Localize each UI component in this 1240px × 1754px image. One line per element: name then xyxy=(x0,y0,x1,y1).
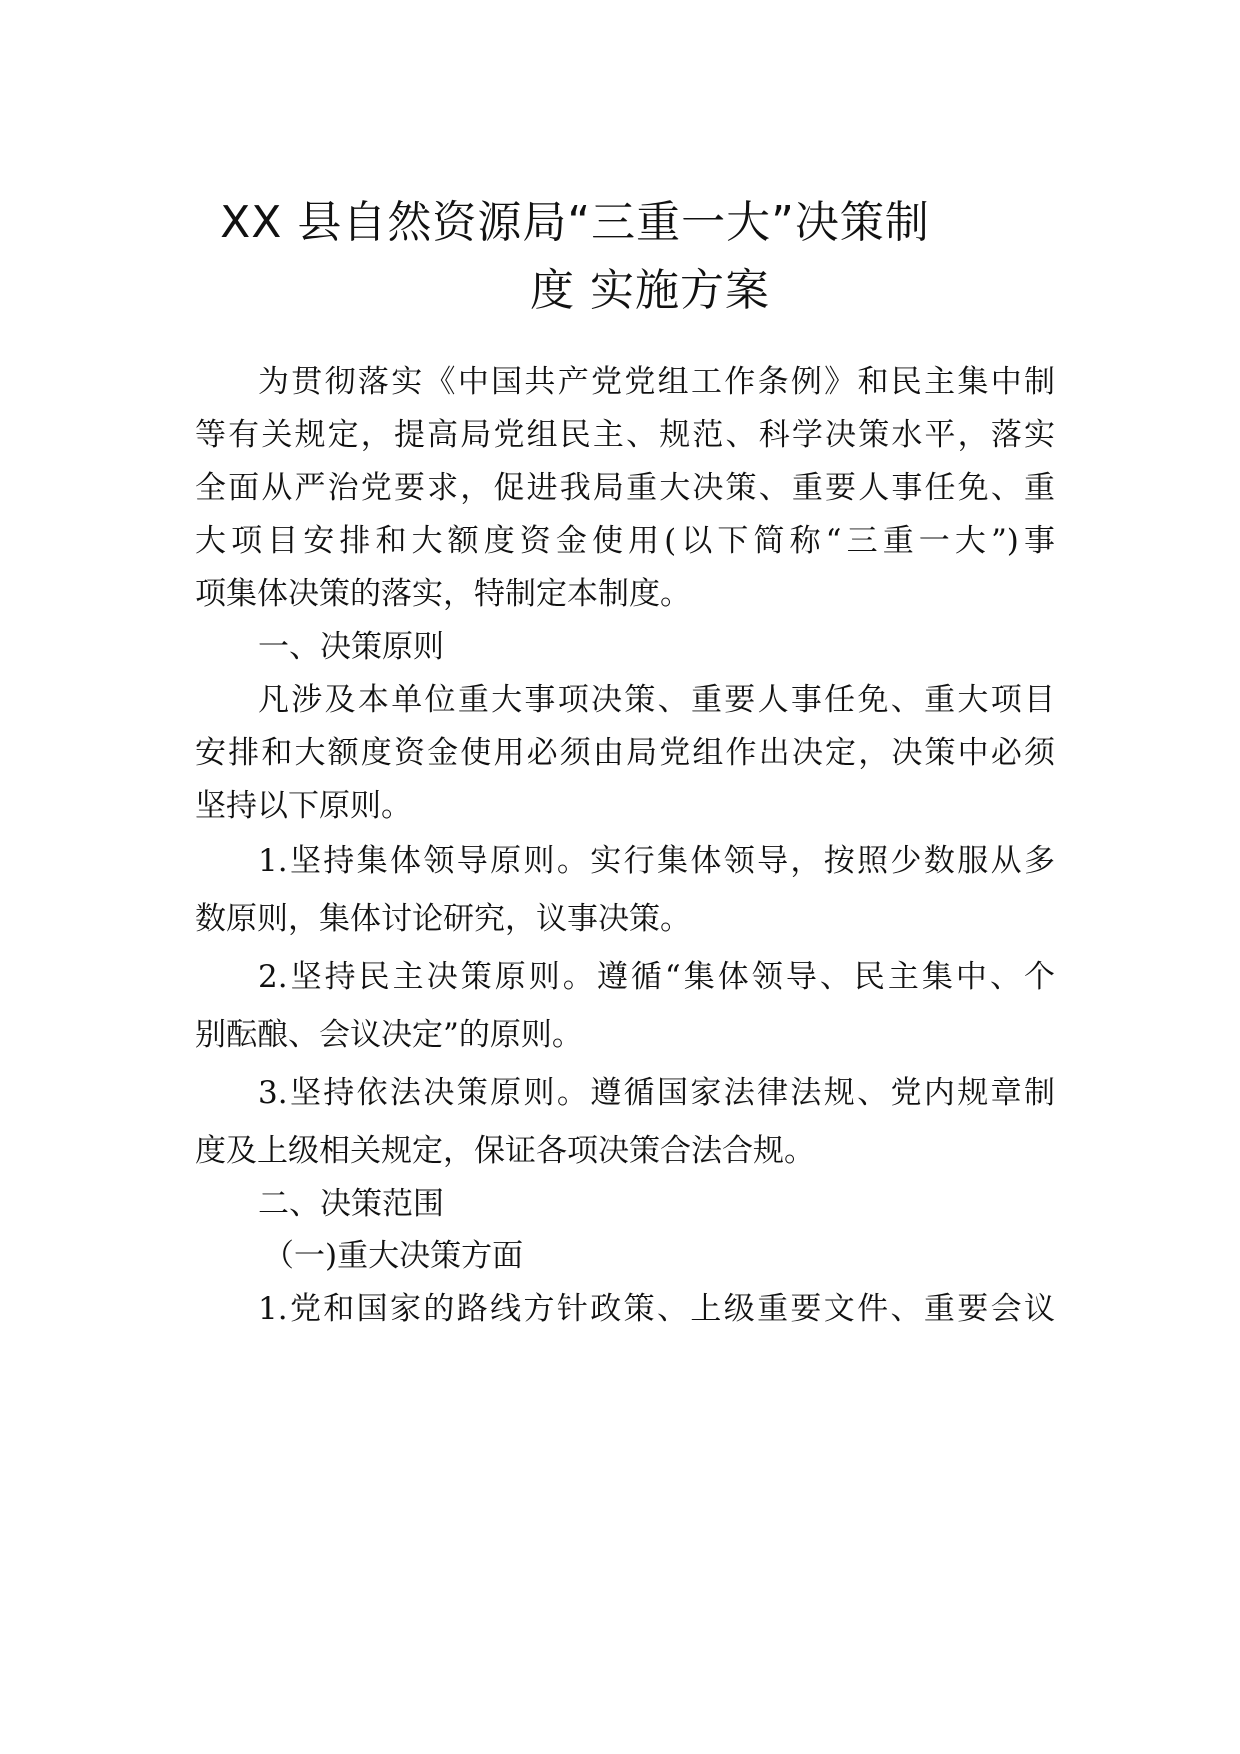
paragraph-line: 项集体决策的落实，特制定本制度。 xyxy=(195,576,691,612)
paragraph-line: 安排和大额度资金使用必须由局党组作出决定，决策中必须 xyxy=(195,735,1055,771)
list-item-line: 3.坚持依法决策原则。遵循国家法律法规、党内规章制 xyxy=(258,1075,1055,1111)
document-title-line-1: XX 县自然资源局“三重一大”决策制 xyxy=(220,197,930,248)
list-item-line: 1.党和国家的路线方针政策、上级重要文件、重要会议 xyxy=(258,1291,1055,1327)
paragraph-line: 坚持以下原则。 xyxy=(195,788,412,824)
paragraph-line: 等有关规定，提高局党组民主、规范、科学决策水平，落实 xyxy=(195,417,1055,453)
section-heading: 一、决策原则 xyxy=(258,629,444,665)
paragraph-line: 大项目安排和大额度资金使用(以下简称“三重一大”)事 xyxy=(195,523,1055,559)
paragraph-line: 凡涉及本单位重大事项决策、重要人事任免、重大项目 xyxy=(258,682,1055,718)
paragraph-line: 全面从严治党要求，促进我局重大决策、重要人事任免、重 xyxy=(195,470,1055,506)
list-item-line: 度及上级相关规定，保证各项决策合法合规。 xyxy=(195,1133,815,1169)
document-title-line-2: 度 实施方案 xyxy=(530,265,770,316)
list-item-line: 数原则，集体讨论研究，议事决策。 xyxy=(195,901,691,937)
paragraph-line: 为贯彻落实《中国共产党党组工作条例》和民主集中制 xyxy=(258,364,1055,400)
subsection-heading: （一)重大决策方面 xyxy=(263,1238,524,1274)
section-heading: 二、决策范围 xyxy=(258,1186,444,1222)
list-item-line: 1.坚持集体领导原则。实行集体领导，按照少数服从多 xyxy=(258,843,1055,879)
list-item-line: 2.坚持民主决策原则。遵循“集体领导、民主集中、个 xyxy=(258,959,1055,995)
list-item-line: 别酝酿、会议决定”的原则。 xyxy=(195,1017,583,1053)
